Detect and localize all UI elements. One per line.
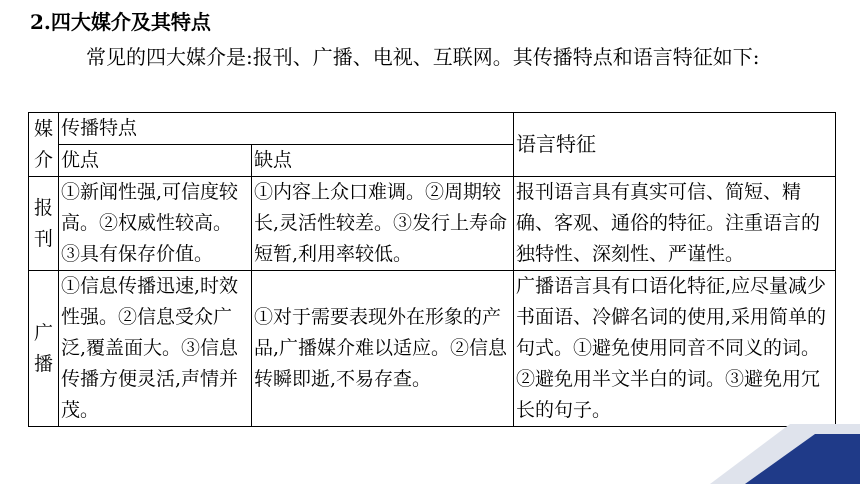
table-row bbox=[29, 177, 836, 271]
media-name-char: 广 bbox=[33, 321, 53, 344]
cons-cell: ①内容上众口难调。②周期较长,灵活性较差。③发行上寿命短暂,利用率较低。 bbox=[252, 177, 514, 271]
table-header-row bbox=[29, 113, 836, 145]
media-name-char: 报 bbox=[33, 196, 53, 219]
language-cell: 广播语言具有口语化特征,应尽量减少书面语、冷僻名词的使用,采用简单的句式。①避免使用同音不同义的词。②避免用半文半白的词。③避免用冗长的句子。 bbox=[514, 271, 836, 427]
media-header-char: 介 bbox=[33, 148, 53, 171]
media-header-cell bbox=[29, 113, 59, 177]
table-row bbox=[29, 271, 836, 427]
pros-cell: ①新闻性强,可信度较高。②权威性较高。③具有保存价值。 bbox=[59, 177, 252, 271]
media-name-cell bbox=[29, 271, 59, 427]
media-header-char: 媒 bbox=[33, 117, 53, 140]
cons-cell: ①对于需要表现外在形象的产品,广播媒介难以适应。②信息转瞬即逝,不易存查。 bbox=[252, 271, 514, 427]
section-heading bbox=[30, 8, 211, 36]
transmission-header-cell: 传播特点 bbox=[59, 113, 514, 145]
corner-decoration bbox=[690, 424, 860, 484]
pros-cell: ①信息传播迅速,时效性强。②信息受众广泛,覆盖面大。③信息传播方便灵活,声情并茂。 bbox=[59, 271, 252, 427]
intro-paragraph: 常见的四大媒介是:报刊、广播、电视、互联网。其传播特点和语言特征如下: bbox=[86, 45, 760, 69]
media-comparison-table bbox=[28, 112, 836, 427]
language-header-cell: 语言特征 bbox=[514, 113, 836, 177]
media-name-cell bbox=[29, 177, 59, 271]
language-cell: 报刊语言具有真实可信、简短、精确、客观、通俗的特征。注重语言的独特性、深刻性、严谨性。 bbox=[514, 177, 836, 271]
cons-header-cell: 缺点 bbox=[252, 145, 514, 177]
section-title: .四大媒介及其特点 bbox=[43, 10, 211, 34]
media-name-char: 刊 bbox=[33, 227, 53, 250]
media-name-char: 播 bbox=[33, 352, 53, 375]
section-number: 2 bbox=[30, 10, 44, 34]
pros-header-cell: 优点 bbox=[59, 145, 252, 177]
